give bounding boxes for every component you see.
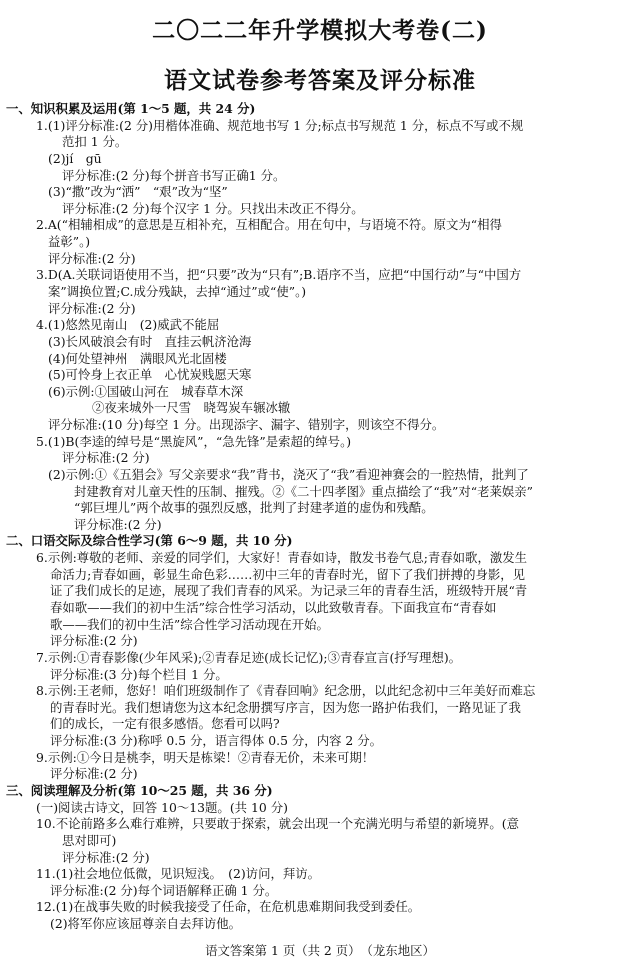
exam-title: 二〇二二年升学模拟大考卷(二) xyxy=(152,17,488,44)
text-line: (4)何处望神州 满眼风光北固楼 xyxy=(48,350,227,366)
section-heading-speaking: 二、口语交际及综合性学习(第 6～9 题，共 10 分) xyxy=(6,533,293,549)
section-heading-reading: 三、阅读理解及分析(第 10～25 题，共 36 分) xyxy=(6,782,273,798)
scoring-line: 评分标准:(2 分)每个汉字 1 分。只找出未改正不得分。 xyxy=(62,200,364,216)
text-line: 12.(1)在战事失败的时候我接受了任命，在危机患难期间我受到委任。 xyxy=(36,899,421,915)
text-line: 5.(1)B(李逵的绰号是“黑旋风”，“急先锋”是索超的绰号。) xyxy=(36,433,352,449)
text-line: “郭巨埋儿”两个故事的强烈反感，批判了封建孝道的虚伪和残酷。 xyxy=(74,500,434,516)
text-line: 7.示例:①青春影像(少年风采);②青春足迹(成长记忆);③青春宣言(抒写理想)。 xyxy=(36,649,462,665)
text-line: 1.(1)评分标准:(2 分)用楷体准确、规范地书写 1 分;标点书写规范 1 分，标点不写或不规 xyxy=(36,117,524,133)
text-line: 4.(1)悠然见南山 (2)威武不能屈 xyxy=(36,317,220,333)
text-line: 10.不论前路多么难行难辨，只要敢于探索，就会出现一个充满光明与希望的新境界。(意 xyxy=(36,816,519,832)
text-line: (3)长风破浪会有时 直挂云帆济沧海 xyxy=(48,333,252,349)
scoring-line: 评分标准:(2 分) xyxy=(62,450,150,466)
text-line: 封建教育对儿童天性的压制、摧残。②《二十四孝图》重点描绘了“我”对“老莱娱亲” xyxy=(74,483,534,499)
text-line: (3)“撒”改为“洒” “艰”改为“坚” xyxy=(48,184,228,200)
scoring-line: 评分标准:(2 分) xyxy=(62,849,150,865)
text-line: 6.示例:尊敬的老师、亲爱的同学们，大家好！青春如诗，散发书卷气息;青春如歌，激发生 xyxy=(36,550,528,566)
scoring-line: 评分标准:(2 分)每个词语解释正确 1 分。 xyxy=(50,882,278,898)
text-line: (一)阅读古诗文，回答 10～13题。(共 10 分) xyxy=(36,799,288,815)
scoring-line: 评分标准:(3 分)称呼 0.5 分，语言得体 0.5 分，内容 2 分。 xyxy=(50,733,383,748)
scoring-line: 评分标准:(3 分)每个栏目 1 分。 xyxy=(50,666,228,682)
answer-key-title: 语文试卷参考答案及评分标准 xyxy=(164,67,476,94)
text-line: 证了我们成长的足迹，展现了我们青春的风采。为记录三年的青春生活，班级特开展“青 xyxy=(50,583,528,599)
text-line: 的青春时光。我们想请您为这本纪念册撰写序言，因为您一路护佑我们，一路见证了我 xyxy=(50,699,521,715)
text-line: 春如歌——我们的初中生活”综合性学习活动，以此致敬青春。下面我宣布“青春如 xyxy=(50,600,497,615)
scoring-line: 评分标准:(2 分)每个拼音书写正确1 分。 xyxy=(62,167,286,183)
text-line: 歌——我们的初中生活”综合性学习活动现在开始。 xyxy=(50,616,329,632)
text-line: 3.D(A.关联词语使用不当，把“只要”改为“只有”;B.语序不当，应把“中国行动”与“中国方 xyxy=(36,267,522,283)
scoring-line: 评分标准:(10 分)每空 1 分。出现添字、漏字、错别字，则该空不得分。 xyxy=(48,417,445,432)
text-line: 11.(1)社会地位低微，见识短浅。 (2)访问，拜访。 xyxy=(36,866,321,882)
page-footer: 语文答案第 1 页（共 2 页） （龙东地区） xyxy=(205,943,435,958)
scoring-line: 评分标准:(2 分) xyxy=(48,250,136,266)
text-line: 命活力;青春如画，彰显生命色彩……初中三年的青春时光，留下了我们拼搏的身影，见 xyxy=(50,566,526,582)
text-line: (6)示例:①国破山河在 城春草木深 xyxy=(48,383,244,399)
text-line: (5)可怜身上衣正单 心忧炭贱愿天寒 xyxy=(48,367,252,383)
text-line: 9.示例:①今日是桃李，明天是栋梁！②青春无价，未来可期！ xyxy=(36,749,375,765)
text-line: (2)jí gū xyxy=(48,150,102,166)
text-line: (2)示例:①《五猖会》写父亲要求“我”背书，浇灭了“我”看迎神赛会的一腔热情，批判了 xyxy=(48,466,529,482)
text-line: 思对即可) xyxy=(62,832,117,848)
text-line: (2)将军你应该屈尊亲自去拜访他。 xyxy=(50,916,242,931)
scoring-line: 评分标准:(2 分) xyxy=(48,300,136,316)
text-line: 8.示例:王老师，您好！咱们班级制作了《青春回响》纪念册，以此纪念初中三年美好而难忘 xyxy=(36,683,536,699)
scoring-line: 评分标准:(2 分) xyxy=(74,516,162,532)
text-line: 们的成长，一定有很多感悟。您看可以吗? xyxy=(50,716,280,732)
scoring-line: 评分标准:(2 分) xyxy=(50,766,138,782)
section-heading-knowledge: 一、知识积累及运用(第 1～5 题，共 24 分) xyxy=(6,101,256,116)
text-line: 益彰”。) xyxy=(48,234,91,250)
text-line: ②夜来城外一尺雪 晓驾炭车辗冰辙 xyxy=(92,400,291,416)
text-line: 案”调换位置;C.成分残缺，去掉“通过”或“使”。) xyxy=(48,284,307,299)
scoring-line: 评分标准:(2 分) xyxy=(50,633,138,649)
text-line: 范扣 1 分。 xyxy=(62,134,128,150)
text-line: 2.A(“相辅相成”的意思是互相补充，互相配合。用在句中，与语境不符。原文为“相得 xyxy=(36,217,502,233)
